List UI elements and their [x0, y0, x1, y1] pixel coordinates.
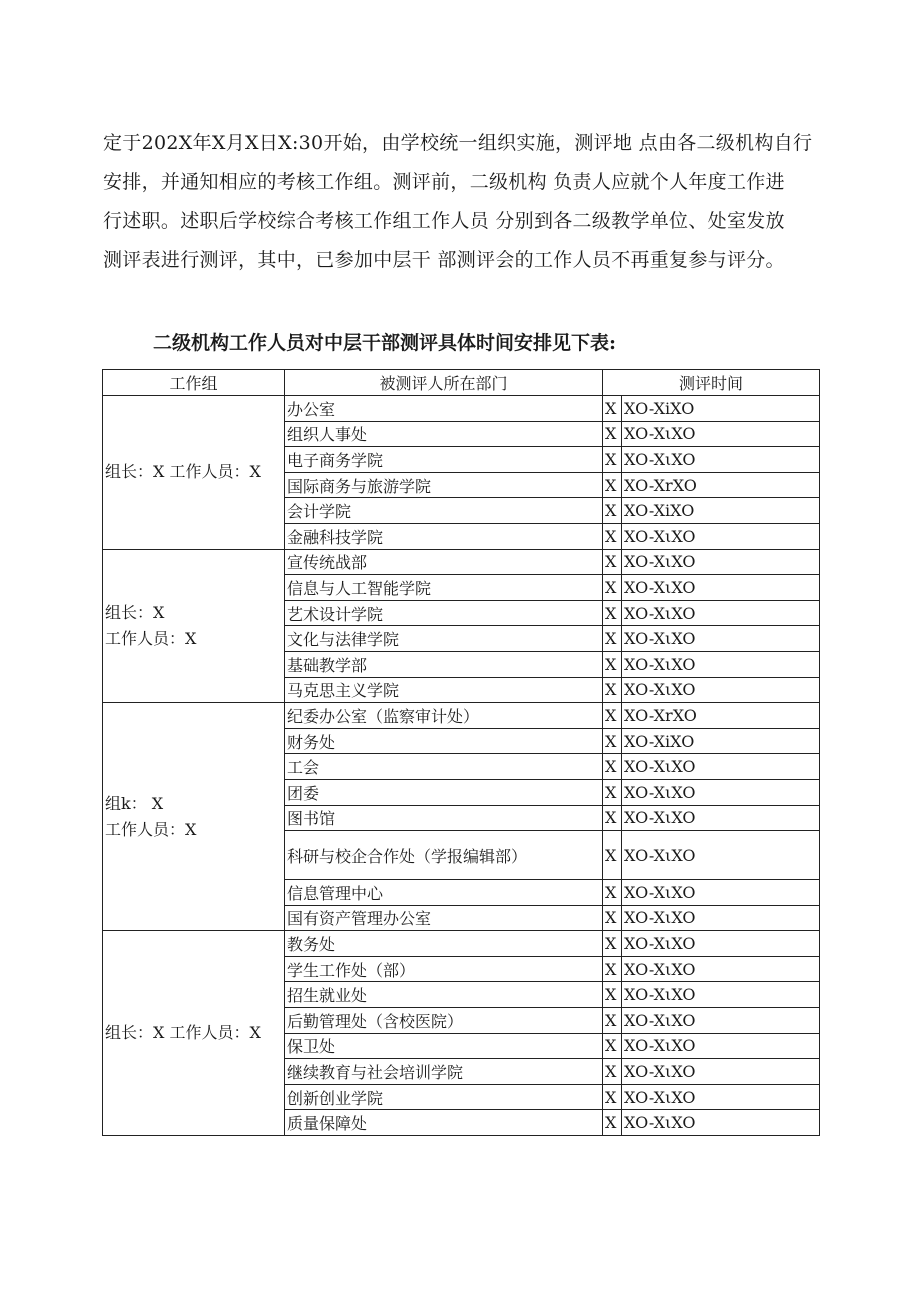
time-mark-cell: X	[603, 831, 622, 880]
time-mark-cell: X	[603, 575, 622, 601]
time-cell: XO-XιXO	[622, 575, 820, 601]
time-mark-cell: X	[603, 805, 622, 831]
time-cell: XO-XιXO	[622, 754, 820, 780]
time-cell: XO-XιXO	[622, 1008, 820, 1034]
work-group-cell	[103, 549, 285, 703]
time-mark-cell: X	[603, 1059, 622, 1085]
time-cell: XO-XrXO	[622, 472, 820, 498]
intro-line: 安排，并通知相应的考核工作组。测评前，二级机构 负责人应就个人年度工作进	[103, 171, 785, 193]
department-cell: 信息与人工智能学院	[285, 575, 603, 601]
department-cell: 艺术设计学院	[285, 600, 603, 626]
time-cell: XO-XiXO	[622, 728, 820, 754]
department-cell: 国有资产管理办公室	[285, 905, 603, 931]
department-cell: 团委	[285, 779, 603, 805]
department-cell: 文化与法律学院	[285, 626, 603, 652]
time-cell: XO-XrXO	[622, 703, 820, 729]
department-cell: 电子商务学院	[285, 447, 603, 473]
time-cell: XO-XιXO	[622, 805, 820, 831]
department-cell: 质量保障处	[285, 1110, 603, 1136]
intro-line: 行述职。述职后学校综合考核工作组工作人员 分别到各二级教学单位、处室发放	[103, 210, 785, 232]
time-cell: XO-XιXO	[622, 982, 820, 1008]
department-cell: 国际商务与旅游学院	[285, 472, 603, 498]
time-mark-cell: X	[603, 754, 622, 780]
work-group-label: 工作人员：X	[105, 628, 197, 648]
time-mark-cell: X	[603, 421, 622, 447]
schedule-table	[102, 369, 820, 1136]
time-cell: XO-XιXO	[622, 600, 820, 626]
time-cell: XO-XιXO	[622, 549, 820, 575]
time-mark-cell: X	[603, 905, 622, 931]
time-mark-cell: X	[603, 549, 622, 575]
time-mark-cell: X	[603, 728, 622, 754]
work-group-label: 工作人员：X	[105, 819, 197, 839]
header-group: 工作组	[103, 370, 285, 396]
department-cell: 后勤管理处（含校医院）	[285, 1008, 603, 1034]
table-body	[103, 396, 820, 1136]
department-cell: 办公室	[285, 396, 603, 422]
time-mark-cell: X	[603, 1008, 622, 1034]
department-cell: 会计学院	[285, 498, 603, 524]
time-cell: XO-XιXO	[622, 1110, 820, 1136]
department-cell: 继续教育与社会培训学院	[285, 1059, 603, 1085]
table-row	[103, 703, 820, 729]
table-caption: 二级机构工作人员对中层干部测评具体时间安排见下表:	[153, 332, 617, 354]
intro-line: 测评表进行测评，其中，已参加中层干 部测评会的工作人员不再重复参与评分。	[103, 249, 785, 271]
work-group-label: 组长：X 工作人员：X	[105, 462, 261, 482]
table-row	[103, 396, 820, 422]
intro-paragraph	[103, 124, 819, 280]
department-cell: 纪委办公室（监察审计处）	[285, 703, 603, 729]
time-mark-cell: X	[603, 472, 622, 498]
time-cell: XO-XιXO	[622, 779, 820, 805]
time-cell: XO-XιXO	[622, 905, 820, 931]
work-group-label: 组k： X	[105, 793, 164, 813]
time-cell: XO-XιXO	[622, 1033, 820, 1059]
time-mark-cell: X	[603, 956, 622, 982]
time-mark-cell: X	[603, 931, 622, 957]
department-cell: 图书馆	[285, 805, 603, 831]
time-mark-cell: X	[603, 1084, 622, 1110]
time-mark-cell: X	[603, 880, 622, 906]
time-cell: XO-XιXO	[622, 931, 820, 957]
time-mark-cell: X	[603, 651, 622, 677]
time-cell: XO-XιXO	[622, 956, 820, 982]
time-cell: XO-XiXO	[622, 396, 820, 422]
table-row	[103, 931, 820, 957]
time-mark-cell: X	[603, 982, 622, 1008]
time-mark-cell: X	[603, 1110, 622, 1136]
department-cell: 财务处	[285, 728, 603, 754]
department-cell: 工会	[285, 754, 603, 780]
time-mark-cell: X	[603, 396, 622, 422]
department-cell: 保卫处	[285, 1033, 603, 1059]
department-cell: 创新创业学院	[285, 1084, 603, 1110]
work-group-cell	[103, 931, 285, 1136]
time-cell: XO-XιXO	[622, 421, 820, 447]
time-cell: XO-XιXO	[622, 1084, 820, 1110]
time-mark-cell: X	[603, 677, 622, 703]
time-cell: XO-XιXO	[622, 447, 820, 473]
header-department: 被测评人所在部门	[285, 370, 603, 396]
department-cell: 教务处	[285, 931, 603, 957]
time-cell: XO-XιXO	[622, 523, 820, 549]
department-cell: 学生工作处（部）	[285, 956, 603, 982]
work-group-cell	[103, 703, 285, 931]
time-mark-cell: X	[603, 626, 622, 652]
time-mark-cell: X	[603, 498, 622, 524]
header-time: 测评时间	[603, 370, 820, 396]
time-cell: XO-XιXO	[622, 1059, 820, 1085]
department-cell: 组织人事处	[285, 421, 603, 447]
time-mark-cell: X	[603, 600, 622, 626]
time-mark-cell: X	[603, 1033, 622, 1059]
department-cell: 宣传统战部	[285, 549, 603, 575]
time-mark-cell: X	[603, 703, 622, 729]
department-cell: 金融科技学院	[285, 523, 603, 549]
work-group-cell	[103, 396, 285, 550]
table-header-row	[103, 370, 820, 396]
time-mark-cell: X	[603, 447, 622, 473]
department-cell: 招生就业处	[285, 982, 603, 1008]
time-cell: XO-XiXO	[622, 498, 820, 524]
time-cell: XO-XιXO	[622, 831, 820, 880]
time-cell: XO-XιXO	[622, 880, 820, 906]
department-cell: 马克思主义学院	[285, 677, 603, 703]
work-group-label: 组长：X 工作人员：X	[105, 1023, 261, 1043]
intro-line: 定于202X年X月X日X:30开始，由学校统一组织实施，测评地 点由各二级机构自行	[103, 132, 813, 154]
time-cell: XO-XιXO	[622, 651, 820, 677]
department-cell: 科研与校企合作处（学报编辑部）	[285, 831, 603, 880]
time-mark-cell: X	[603, 779, 622, 805]
time-cell: XO-XιXO	[622, 677, 820, 703]
time-cell: XO-XιXO	[622, 626, 820, 652]
table-row	[103, 549, 820, 575]
time-mark-cell: X	[603, 523, 622, 549]
department-cell: 基础教学部	[285, 651, 603, 677]
work-group-label: 组长：X	[105, 602, 165, 622]
department-cell: 信息管理中心	[285, 880, 603, 906]
